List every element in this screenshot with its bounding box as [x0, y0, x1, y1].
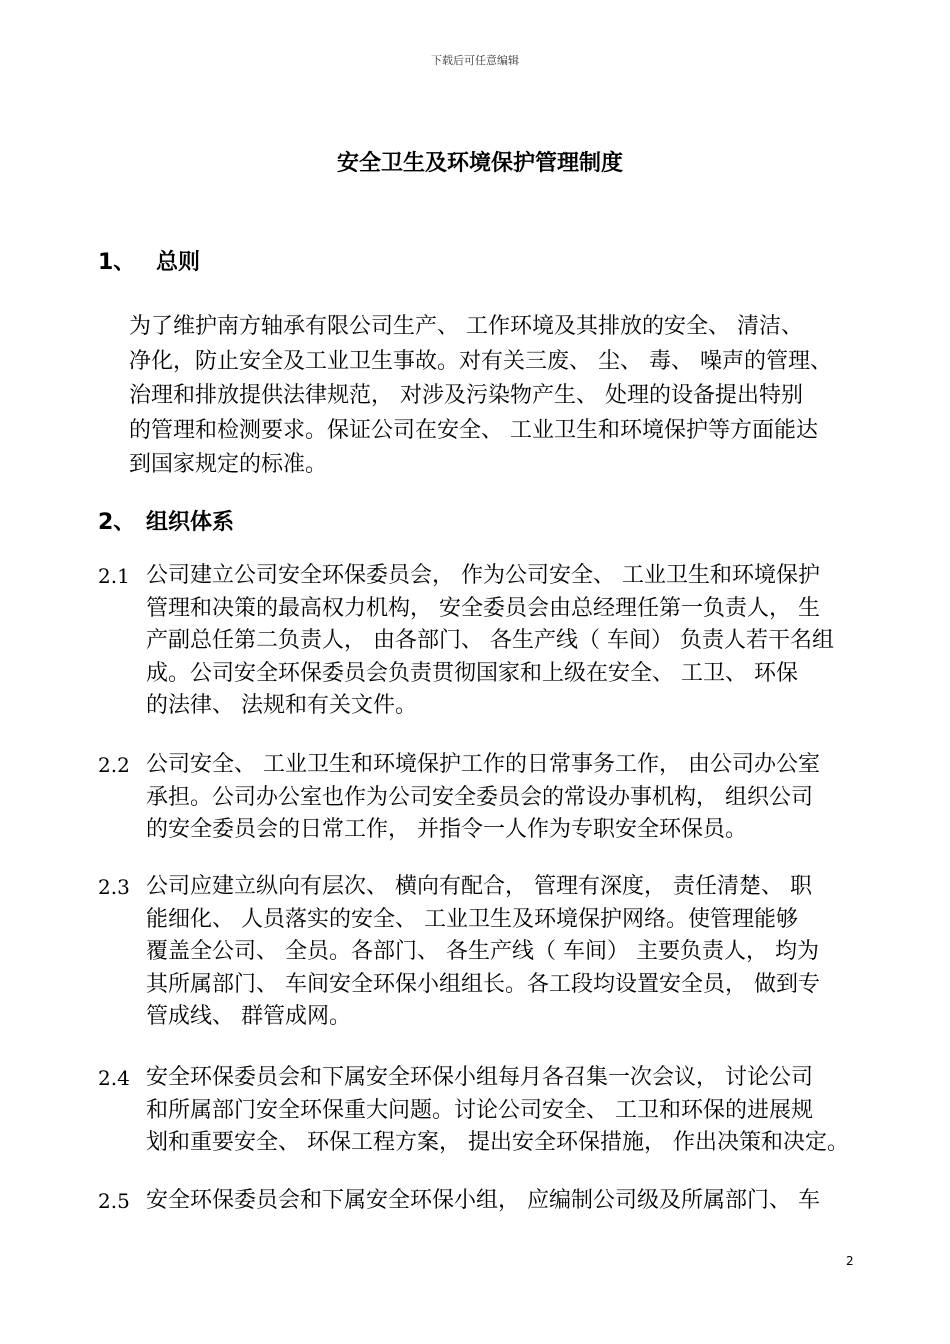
clause-number: 2.2	[98, 753, 130, 777]
clause-2-2	[98, 749, 868, 847]
clause-number: 2.1	[98, 564, 130, 588]
clause-2-5	[98, 1185, 868, 1218]
clause-text: 安全环保委员会和下属安全环保小组每月各召集一次会议， 讨论公司 和所属部门安全环保重大问题。讨论公司安全、 工卫和环保的进展规 划和重要安全、 环保工程方案， 提出安全环保措施， 作出决策和决定。	[146, 1065, 849, 1155]
clause-number: 2.3	[98, 875, 130, 899]
section-heading-general	[98, 245, 200, 276]
document-title: 安全卫生及环境保护管理制度	[336, 151, 623, 176]
header-note: 下载后可任意编辑	[431, 54, 519, 67]
clause-number: 2.5	[98, 1189, 130, 1213]
section-title: 组织体系	[146, 510, 235, 535]
clause-text: 公司安全、 工业卫生和环境保护工作的日常事务工作， 由公司办公室 承担。公司办公室也作为公司安全委员会的常设办事机构， 组织公司 的安全委员会的日常工作， 并指令一人作为专职安全环保员。	[146, 752, 820, 842]
section-number: 1、	[98, 250, 136, 275]
section-number: 2、	[98, 510, 136, 535]
section-title: 总则	[156, 250, 201, 275]
clause-2-1	[98, 560, 868, 723]
page-number: 2	[846, 1254, 854, 1268]
general-paragraph: 为了维护南方轴承有限公司生产、 工作环境及其排放的安全、 清洁、 净化，防止安全及工业卫生事故。对有关三废、 尘、 毒、 噪声的管理、 治理和排放提供法律规范， 对涉及污染物产生、 处理的设备提出特别 的管理和检测要求。保证公司在安全、 工业卫生和环境保护等方面能达 到国家规定的标准。	[129, 314, 832, 477]
clause-text: 公司应建立纵向有层次、 横向有配合， 管理有深度， 责任清楚、 职 能细化、 人员落实的安全、 工业卫生及环境保护网络。使管理能够 覆盖全公司、 全员。各部门、 各生产线（ 车间） 主要负责人， 均为 其所属部门、 车间安全环保小组组长。各工段均设置安全员， 做到专 管成线、 群管成网。	[146, 874, 820, 1029]
clause-2-3	[98, 871, 868, 1034]
section-heading-organization	[98, 505, 234, 536]
clause-text: 安全环保委员会和下属安全环保小组， 应编制公司级及所属部门、 车	[146, 1188, 820, 1213]
clause-text: 公司建立公司安全环保委员会， 作为公司安全、 工业卫生和环境保护 管理和决策的最高权力机构， 安全委员会由总经理任第一负责人， 生 产副总任第二负责人， 由各部门、 各生产线（ 车间） 负责人若干名组 成。公司安全环保委员会负责贯彻国家和上级在安全、 工卫、 环保 的法律、 法规和有关文件。	[146, 563, 834, 718]
clause-2-4	[98, 1062, 868, 1160]
clause-number: 2.4	[98, 1066, 130, 1090]
